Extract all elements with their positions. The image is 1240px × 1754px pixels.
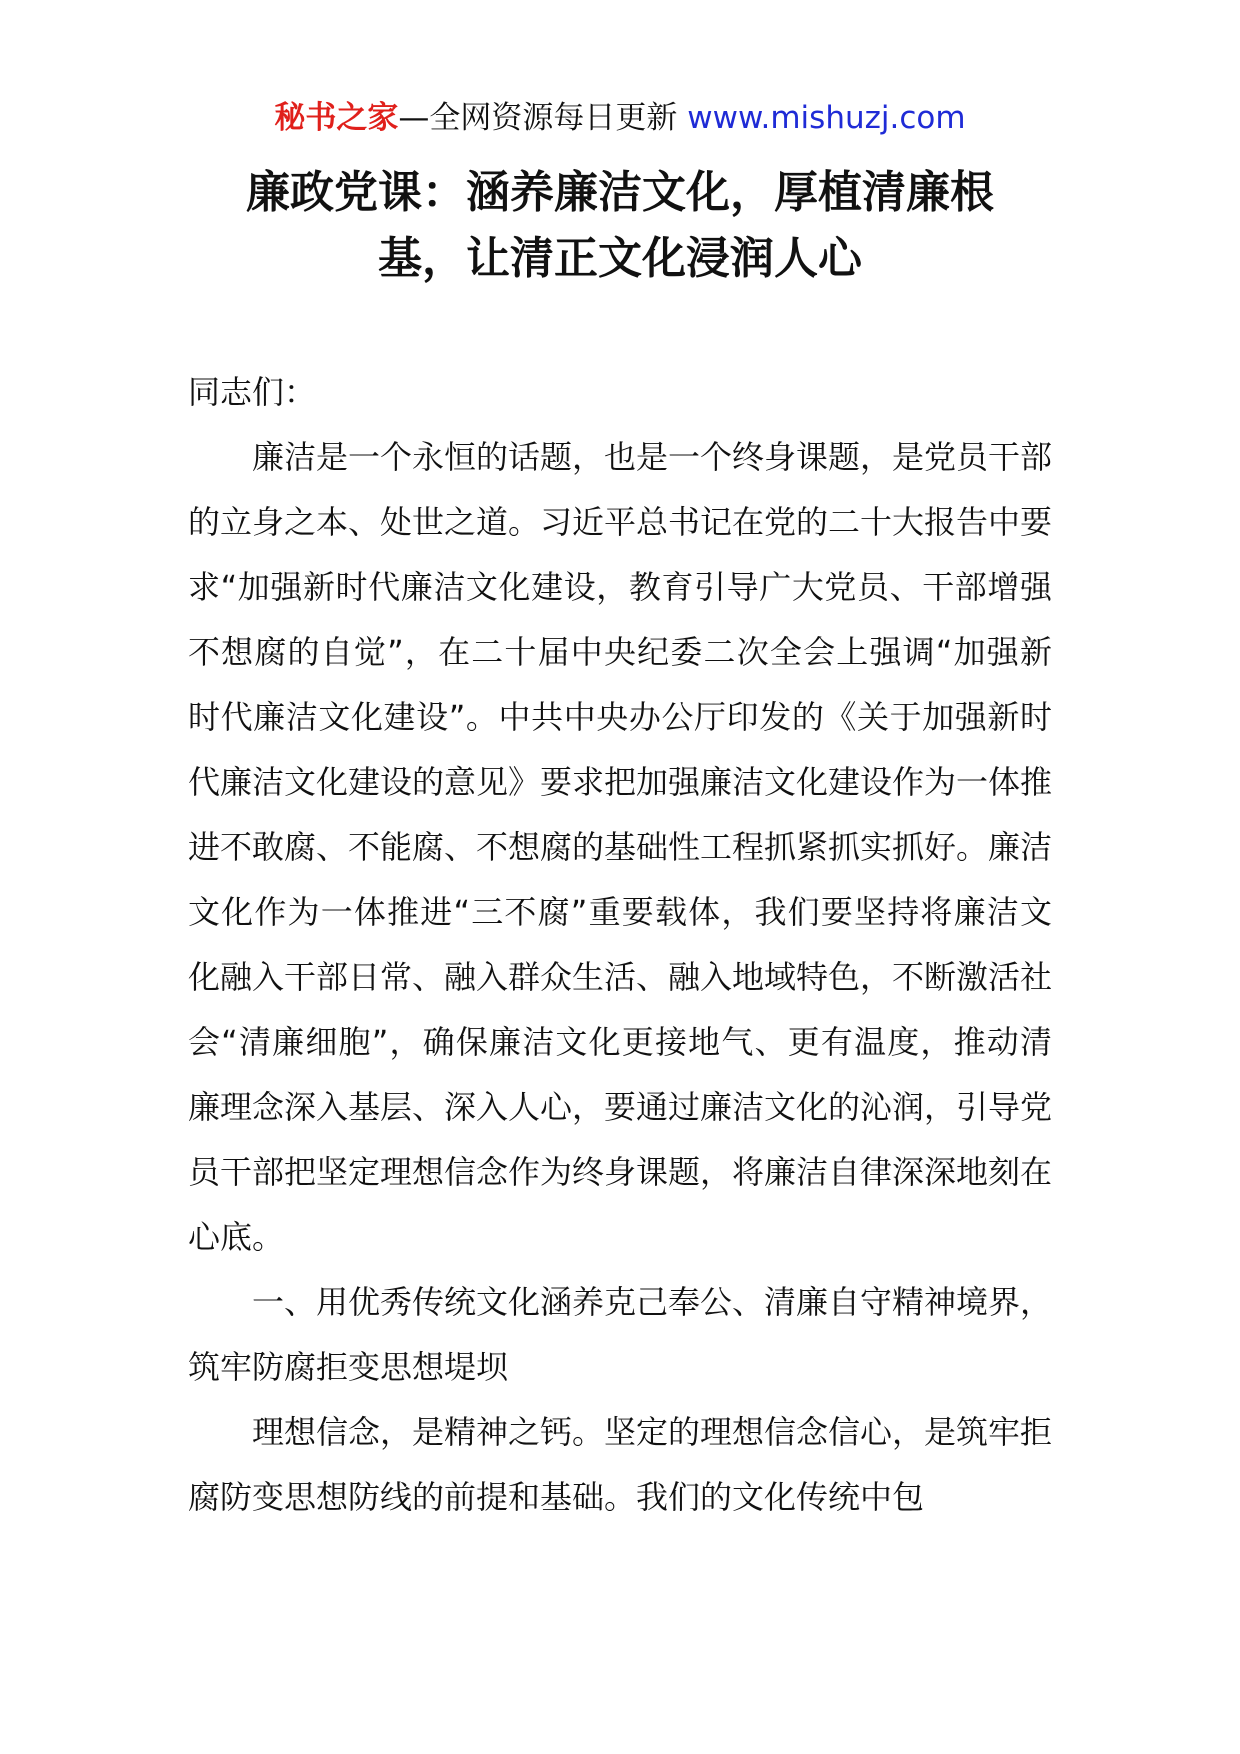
title-line-2: 基，让清正文化浸润人心 (378, 233, 862, 284)
body-paragraph: 理想信念，是精神之钙。坚定的理想信念信心，是筑牢拒腐防变思想防线的前提和基础。我们的文化传统中包 (188, 1413, 1053, 1516)
section-heading: 一、用优秀传统文化涵养克己奉公、清廉自守精神境界，筑牢防腐拒变思想堤坝 (188, 1283, 1053, 1386)
banner-brand: 秘书之家 (274, 100, 399, 136)
title-line-1: 廉政党课：涵养廉洁文化，厚植清廉根 (246, 167, 994, 218)
site-banner (0, 98, 1240, 138)
document-title (180, 160, 1060, 292)
banner-tagline: —全网资源每日更新 (398, 100, 688, 136)
banner-url-link[interactable]: www.mishuzj.com (687, 100, 966, 136)
document-body (188, 360, 1052, 1530)
body-paragraph: 廉洁是一个永恒的话题，也是一个终身课题，是党员干部的立身之本、处世之道。习近平总书记在党的二十大报告中要求“加强新时代廉洁文化建设，教育引导广大党员、干部增强不想腐的自觉”，在二十届中央纪委二次全会上强调“加强新时代廉洁文化建设”。中共中央办公厅印发的《关于加强新时代廉洁文化建设的意见》要求把加强廉洁文化建设作为一体推进不敢腐、不能腐、不想腐的基础性工程抓紧抓实抓好。廉洁文化作为一体推进“三不腐”重要载体，我们要坚持将廉洁文化融入干部日常、融入群众生活、融入地域特色，不断激活社会“清廉细胞”，确保廉洁文化更接地气、更有温度，推动清廉理念深入基层、深入人心，要通过廉洁文化的沁润，引导党员干部把坚定理想信念作为终身课题，将廉洁自律深深地刻在心底。 (188, 438, 1053, 1256)
salutation: 同志们： (188, 373, 317, 411)
